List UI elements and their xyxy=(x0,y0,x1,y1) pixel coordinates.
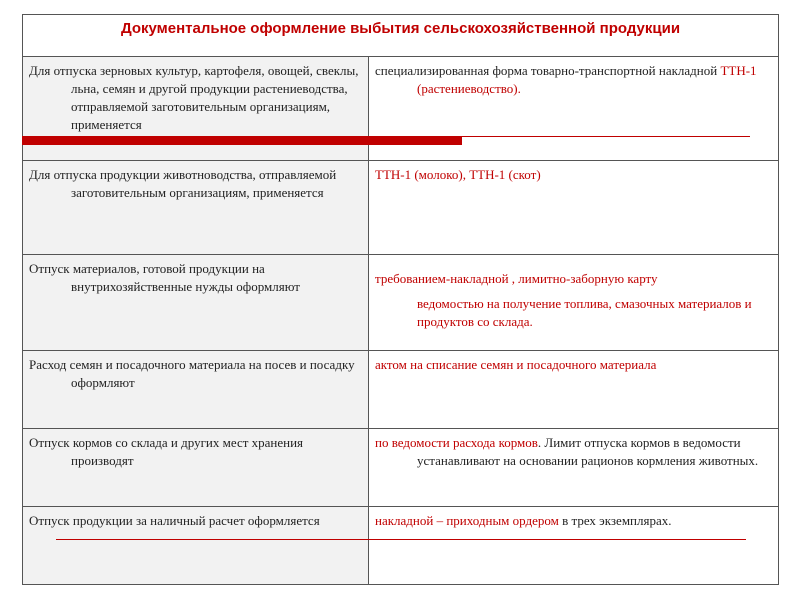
document-table xyxy=(22,14,779,585)
table-title: Документальное оформление выбытия сельскохозяйственной продукции xyxy=(23,15,779,57)
row-value xyxy=(375,62,772,98)
row-label: Отпуск материалов, готовой продукции на внутрихозяйственные нужды оформляют xyxy=(29,261,300,294)
value-highlight: накладной – приходным ордером xyxy=(375,513,559,528)
row-label: Отпуск кормов со склада и других мест хранения производят xyxy=(29,435,304,468)
value-text: в трех экземплярах. xyxy=(558,513,672,528)
value-highlight: требованием-накладной , лимитно-заборную карту xyxy=(375,271,658,286)
row-value-cell xyxy=(369,351,779,429)
value-highlight: ведомостью на получение топлива, смазочных материалов и продуктов со склада. xyxy=(417,296,752,329)
row-value-cell xyxy=(369,161,779,255)
row-label-cell xyxy=(23,507,369,585)
table-row xyxy=(23,507,779,585)
row-label-cell xyxy=(23,161,369,255)
table-row xyxy=(23,161,779,255)
value-text: специализированная форма товарно-транспортной накладной xyxy=(375,63,721,78)
value-highlight: ТТН-1 (растениеводство). xyxy=(417,63,757,96)
accent-bar xyxy=(22,136,462,145)
row-value-cell xyxy=(369,507,779,585)
value-highlight: актом на списание семян и посадочного материала xyxy=(375,357,657,372)
row-value xyxy=(375,512,772,530)
row-label: Для отпуска зерновых культур, картофеля, овощей, свеклы, льна, семян и другой продукции растениеводства, отправляемой заготовительным организациям, применяется xyxy=(29,63,359,132)
table-row xyxy=(23,429,779,507)
value-highlight: по ведомости расхода кормов xyxy=(375,435,538,450)
row-label: Расход семян и посадочного материала на посев и посадку оформляют xyxy=(29,357,355,390)
underline-accent xyxy=(56,539,746,540)
value-highlight: ТТН-1 (молоко), ТТН-1 (скот) xyxy=(375,167,541,182)
row-value xyxy=(375,434,772,470)
accent-line xyxy=(22,136,750,137)
row-label-cell xyxy=(23,255,369,351)
row-label-cell xyxy=(23,429,369,507)
table-row xyxy=(23,351,779,429)
value-text: . Лимит отпуска кормов в ведомости устанавливают на основании рационов кормления животных. xyxy=(417,435,759,468)
table-row xyxy=(23,255,779,351)
row-value-cell xyxy=(369,429,779,507)
table-header-row xyxy=(23,15,779,57)
row-label-cell xyxy=(23,351,369,429)
row-value-cell xyxy=(369,255,779,351)
row-label: Для отпуска продукции животноводства, отправляемой заготовительным организациям, применяется xyxy=(29,167,337,200)
row-label: Отпуск продукции за наличный расчет оформляется xyxy=(29,513,320,528)
